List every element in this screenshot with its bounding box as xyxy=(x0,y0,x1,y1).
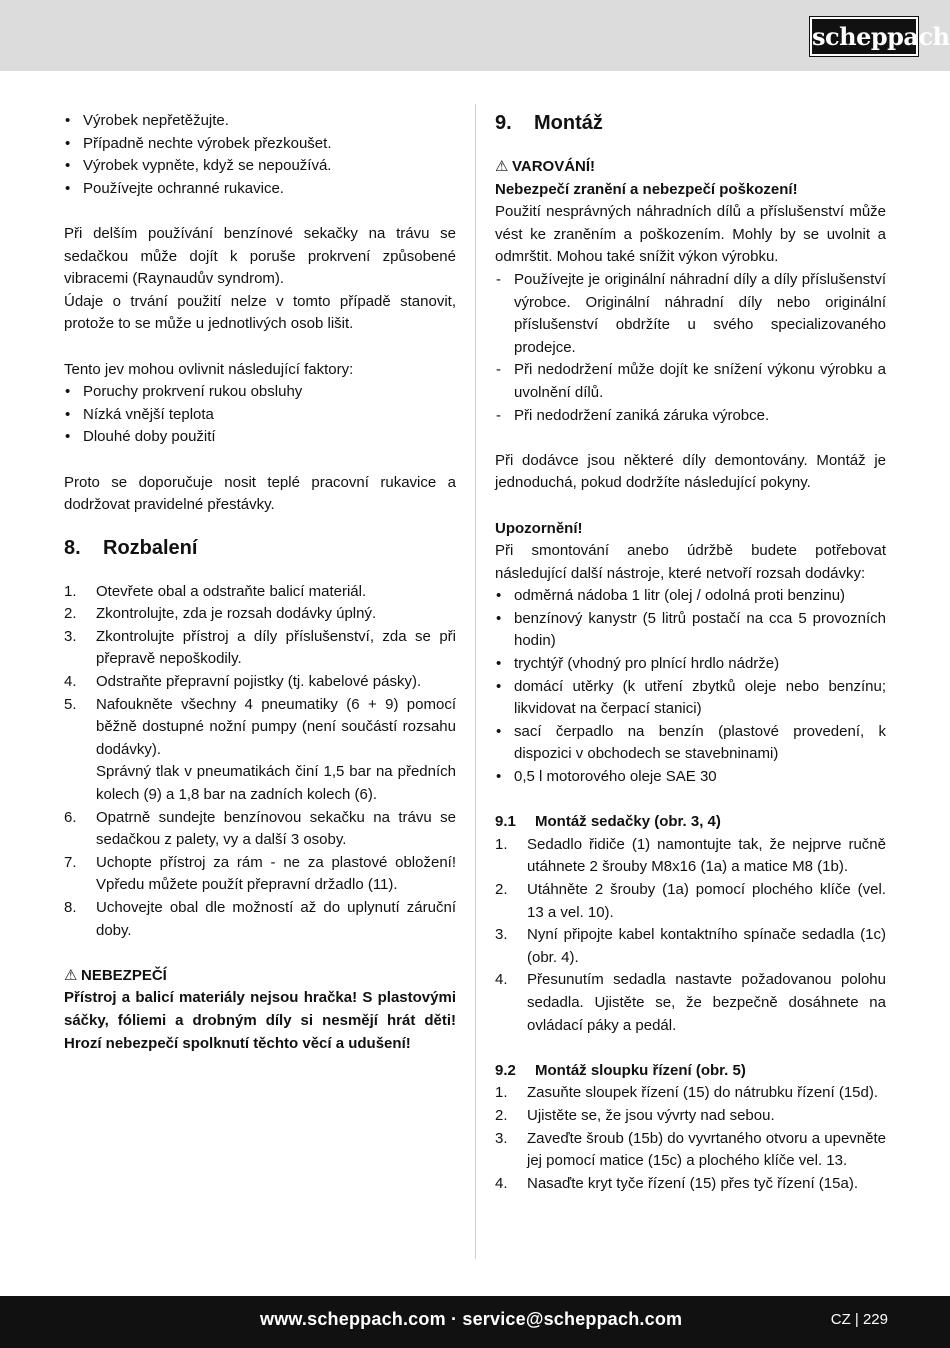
list-item: 2. Ujistěte se, že jsou vývrty nad sebou. xyxy=(495,1106,775,1124)
list-item: • Nízká vnější teplota xyxy=(64,404,456,427)
warning-subtitle: Nebezpečí zranění a nebezpečí poškození! xyxy=(495,180,798,198)
section-title: Montáž xyxy=(534,112,603,134)
section-number: 8. xyxy=(64,536,81,559)
list-item: • trychtýř (vhodný pro plnící hrdlo nádrže) xyxy=(495,653,886,676)
tools-list xyxy=(495,585,886,788)
paragraph: Při smontování anebo údržbě budete potřebovat následující další nástroje, které netvoří rozsah dodávky: xyxy=(495,542,886,582)
page-number: CZ | 229 xyxy=(830,1311,888,1328)
page-header xyxy=(0,0,950,71)
list-item: 4. Přesunutím sedadla nastavte požadovanou polohu sedadla. Ujistěte se, že bezpečně dosáhnete na ovládací páky a pedál. xyxy=(495,971,886,1034)
unpacking-steps xyxy=(64,581,456,943)
note-heading: Upozornění! xyxy=(495,519,583,537)
section-heading-8 xyxy=(64,535,456,561)
list-item: 3. Nyní připojte kabel kontaktního spínače sedadla (1c) (obr. 4). xyxy=(495,926,886,966)
danger-text: Přístroj a balicí materiály nejsou hračka! S plastovými sáčky, fóliemi a drobným díly si nesmějí hrát děti! Hrozí nebezpečí spolknutí těchto věcí a udušení! xyxy=(64,989,456,1052)
safety-bullets xyxy=(64,110,456,200)
list-item: 4. Odstraňte přepravní pojistky (tj. kabelové pásky). xyxy=(64,673,422,691)
list-item: 1. Zasuňte sloupek řízení (15) do nátrubku řízení (15d). xyxy=(495,1084,879,1102)
list-item: - Při nedodržení zaniká záruka výrobce. xyxy=(495,405,886,428)
steering-steps xyxy=(495,1082,886,1195)
list-item: 2. Utáhněte 2 šrouby (1a) pomocí plochého klíče (vel. 13 a vel. 10). xyxy=(495,881,886,921)
column-divider xyxy=(475,104,476,1259)
list-item: 1. Sedadlo řidiče (1) namontujte tak, že nejprve ručně utáhnete 2 šrouby M8x16 (1a) a matice M8 (1b). xyxy=(495,835,886,876)
list-item: • odměrná nádoba 1 litr (olej / odolná proti benzinu) xyxy=(495,585,886,608)
paragraph: Použití nesprávných náhradních dílů a příslušenství může vést ke zraněním a poškozením. Mohly by se uvolnit a odmrštit. Mohou také snížit výkon výrobku. xyxy=(495,203,886,266)
section-title: Rozbalení xyxy=(103,536,198,559)
list-item: 1. Otevřete obal a odstraňte balicí materiál. xyxy=(64,582,367,600)
section-heading-9 xyxy=(495,110,886,136)
list-item: - Při nedodržení může dojít ke snížení výkonu výrobku a uvolnění dílů. xyxy=(495,359,886,404)
list-item: 7. Uchopte přístroj za rám - ne za plastové obložení! Vpředu můžete použít přepravní držadlo (11). xyxy=(64,853,456,894)
left-column xyxy=(64,110,456,1055)
paragraph: Proto se doporučuje nosit teplé pracovní rukavice a dodržovat pravidelné přestávky. xyxy=(64,473,456,514)
list-item: • sací čerpadlo na benzín (plastové provedení, k dispozici v obchodech se stavebninami) xyxy=(495,721,886,766)
warning-triangle-icon: ⚠ xyxy=(64,966,78,984)
list-item: • Poruchy prokrvení rukou obsluhy xyxy=(64,381,456,404)
scheppach-logo: scheppach xyxy=(810,17,918,56)
footer-contact[interactable]: www.scheppach.com · service@scheppach.com xyxy=(260,1309,683,1329)
list-item: • Používejte ochranné rukavice. xyxy=(64,178,456,201)
warning-heading: ⚠ VAROVÁNÍ! xyxy=(495,156,886,179)
section-number: 9. xyxy=(495,112,512,134)
list-item: • benzínový kanystr (5 litrů postačí na cca 5 provozních hodin) xyxy=(495,608,886,653)
list-item: 3. Zkontrolujte přístroj a díly příslušenství, zda se při přepravě nepoškodily. xyxy=(64,627,456,668)
list-item: 2. Zkontrolujte, zda je rozsah dodávky úplný. xyxy=(64,605,377,623)
seat-steps xyxy=(495,834,886,1037)
paragraph: Tento jev mohou ovlivnit následující faktory: xyxy=(64,360,354,378)
list-item: 6. Opatrně sundejte benzínovou sekačku na trávu se sedačkou z palety, vy a další 3 osoby. xyxy=(64,808,456,849)
list-item: • Výrobek vypněte, když se nepoužívá. xyxy=(64,155,456,178)
list-item: - Používejte je originální náhradní díly a díly příslušenství výrobce. Originální náhradní díly nebo originální příslušenství obdržíte u svého specializovaného prodejce. xyxy=(495,269,886,359)
list-item: • Případně nechte výrobek přezkoušet. xyxy=(64,133,456,156)
subsection-heading-9-2: 9.2 Montáž sloupku řízení (obr. 5) xyxy=(495,1061,746,1079)
paragraph: Údaje o trvání použití nelze v tomto případě stanovit, protože to se může u jednotlivých osob lišit. xyxy=(64,292,456,333)
list-item: 5. Nafoukněte všechny 4 pneumatiky (6 + 9) pomocí běžně dostupné nožní pumpy (není součástí rozsahu dodávky). Správný tlak v pneumatikách činí 1,5 bar na předních kolech (9) a 1,8 bar na zadních kolech (6). xyxy=(64,695,456,804)
paragraph: Při dodávce jsou některé díly demontovány. Montáž je jednoduchá, pokud dodržíte následující pokyny. xyxy=(495,451,886,492)
subsection-heading-9-1: 9.1 Montáž sedačky (obr. 3, 4) xyxy=(495,813,721,831)
list-item: • Dlouhé doby použití xyxy=(64,426,456,449)
list-item: 4. Nasaďte kryt tyče řízení (15) přes tyč řízení (15a). xyxy=(495,1174,858,1192)
list-item: 3. Zaveďte šroub (15b) do vyvrtaného otvoru a upevněte jej pomocí matice (15c) a plochého klíče vel. 13. xyxy=(495,1129,886,1170)
list-item: • Výrobek nepřetěžujte. xyxy=(64,110,456,133)
page-footer xyxy=(0,1296,950,1348)
right-column xyxy=(495,110,886,1195)
list-item: 8. Uchovejte obal dle možností až do uplynutí záruční doby. xyxy=(64,899,456,939)
list-item: • domácí utěrky (k utření zbytků oleje nebo benzínu; likvidovat na čerpací stanici) xyxy=(495,676,886,721)
paragraph: Při delším používání benzínové sekačky na trávu se sedačkou může dojít k poruše prokrvení způsobené vibracemi (Raynaudův syndrom). xyxy=(64,224,456,288)
factors-list xyxy=(64,381,456,449)
list-item: • 0,5 l motorového oleje SAE 30 xyxy=(495,766,886,789)
danger-heading: ⚠ NEBEZPEČÍ xyxy=(64,965,456,988)
warning-list xyxy=(495,269,886,427)
warning-triangle-icon: ⚠ xyxy=(495,158,509,175)
